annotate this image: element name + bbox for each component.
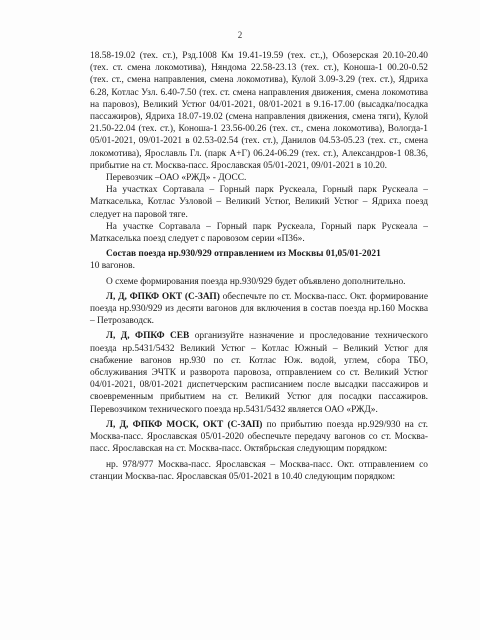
fpkf-okt-text: обеспечьте по ст. Москва-пасс. Окт. формирование поезда нр.930/929 из десяти вагонов для включения в состав поезда нр.160 Москва – Петрозаводск.: [90, 291, 428, 327]
formation-scheme-paragraph: О схеме формирования поезда нр.930/929 будет объявлено дополнительно.: [106, 276, 406, 287]
fpkf-okt-heading: Л, Д, ФПКФ ОКТ (С-ЗАП): [106, 291, 220, 302]
page-number: 2: [237, 30, 243, 40]
fpkf-sev-heading: Л, Д, ФПКФ СЕВ: [106, 331, 190, 342]
fpkf-mosk-heading: Л, Д, ФПКФ МОСК, ОКТ (С-ЗАП): [106, 419, 263, 430]
train-composition-paragraph: [90, 248, 428, 272]
steam-traction-paragraph: На участках Сортавала – Горный парк Рускеала, Горный парк Рускеала – Маткаселька, Котлас Узловой – Великий Устюг, Великий Устюг – Ядриха поезд следует на паровой тяге.: [90, 185, 428, 220]
fpkf-okt-paragraph: [90, 291, 428, 328]
document-body: [90, 50, 428, 483]
fpkf-sev-paragraph: [90, 330, 428, 415]
train-composition-count: 10 вагонов.: [90, 261, 135, 272]
fpkf-sev-text: организуйте назначение и проследование технического поезда нр.5431/5432 Великий Устюг – Котлас Южный – Великий Устюг для снабжение вагонов нр.930 по ст. Котлас Юж. водой, углем, сбора ТБО, обслуживания ЭЧТК и разворота паровоза, отправлением со ст. Великий Устюг 04/01-2021, 08/01-2021 диспетчерским расписанием после высадки пассажиров и своевременным прибытием на ст. Великий Устюг для посадки пассажиров. Перевозчиком технического поезда нр.5431/5432 является ОАО «РЖД».: [90, 331, 428, 415]
transfer-order-paragraph: нр. 978/977 Москва-пасс. Ярославская – Москва-пасс. Окт. отправлением со станции Москва-пас. Ярославская 05/01-2021 в 10.40 следующим порядком:: [90, 459, 428, 482]
carrier-paragraph: Перевозчик –ОАО «РЖД» - ДОСС.: [106, 173, 247, 184]
fpkf-mosk-paragraph: [90, 419, 428, 456]
fpkf-mosk-text: по прибытию поезда нр.929/930 на ст. Москва-пасс. Ярославская 05/01-2020 обеспечьте передачу вагонов со ст. Москва-пасс. Ярославская на ст. Москва-пасс. Октябрьская следующим порядком:: [90, 419, 428, 455]
train-composition-heading: Состав поезда нр.930/929 отправлением из Москвы 01,05/01-2021: [106, 249, 381, 260]
route-schedule-paragraph: 18.58-19.02 (тех. ст.), Рзд.1008 Км 19.41-19.59 (тех. ст.,), Обозерская 20.10-20.40 (тех. ст. смена локомотива), Няндома 22.58-23.13 (тех. ст.), Коноша-1 00.20-0.52 (тех. ст., смена направления, смена локомотива), Кулой 3.09-3.29 (тех. ст.), Ядриха 6.28, Котлас Узл. 6.40-7.50 (тех. ст. смена направления движения, смена локомотива на паровоз), Великий Устюг 04/01-2021, 08/01-2021 в 9.16-17.00 (высадка/посадка пассажиров), Ядриха 18.07-19.02 (смена направления движения, смена тяги), Кулой 21.50-22.04 (тех. ст.), Коноша-1 23.56-00.26 (тех. ст., смена локомотива), Вологда-1 05/01-2021, 09/01-2021 в 02.53-02.54 (тех. ст.), Данилов 04.53-05.23 (тех. ст., смена локомотива), Ярославль Гл. (парк А+Г) 06.24-06.29 (тех. ст.), Александров-1 08.36, прибытие на ст. Москва-пасс. Ярославская 05/01-2021, 09/01-2021 в 10.20.: [90, 51, 428, 171]
locomotive-series-paragraph: На участке Сортавала – Горный парк Рускеала, Горный парк Рускеала – Маткаселька поезд следует с паровозом серии «П36».: [90, 221, 428, 245]
